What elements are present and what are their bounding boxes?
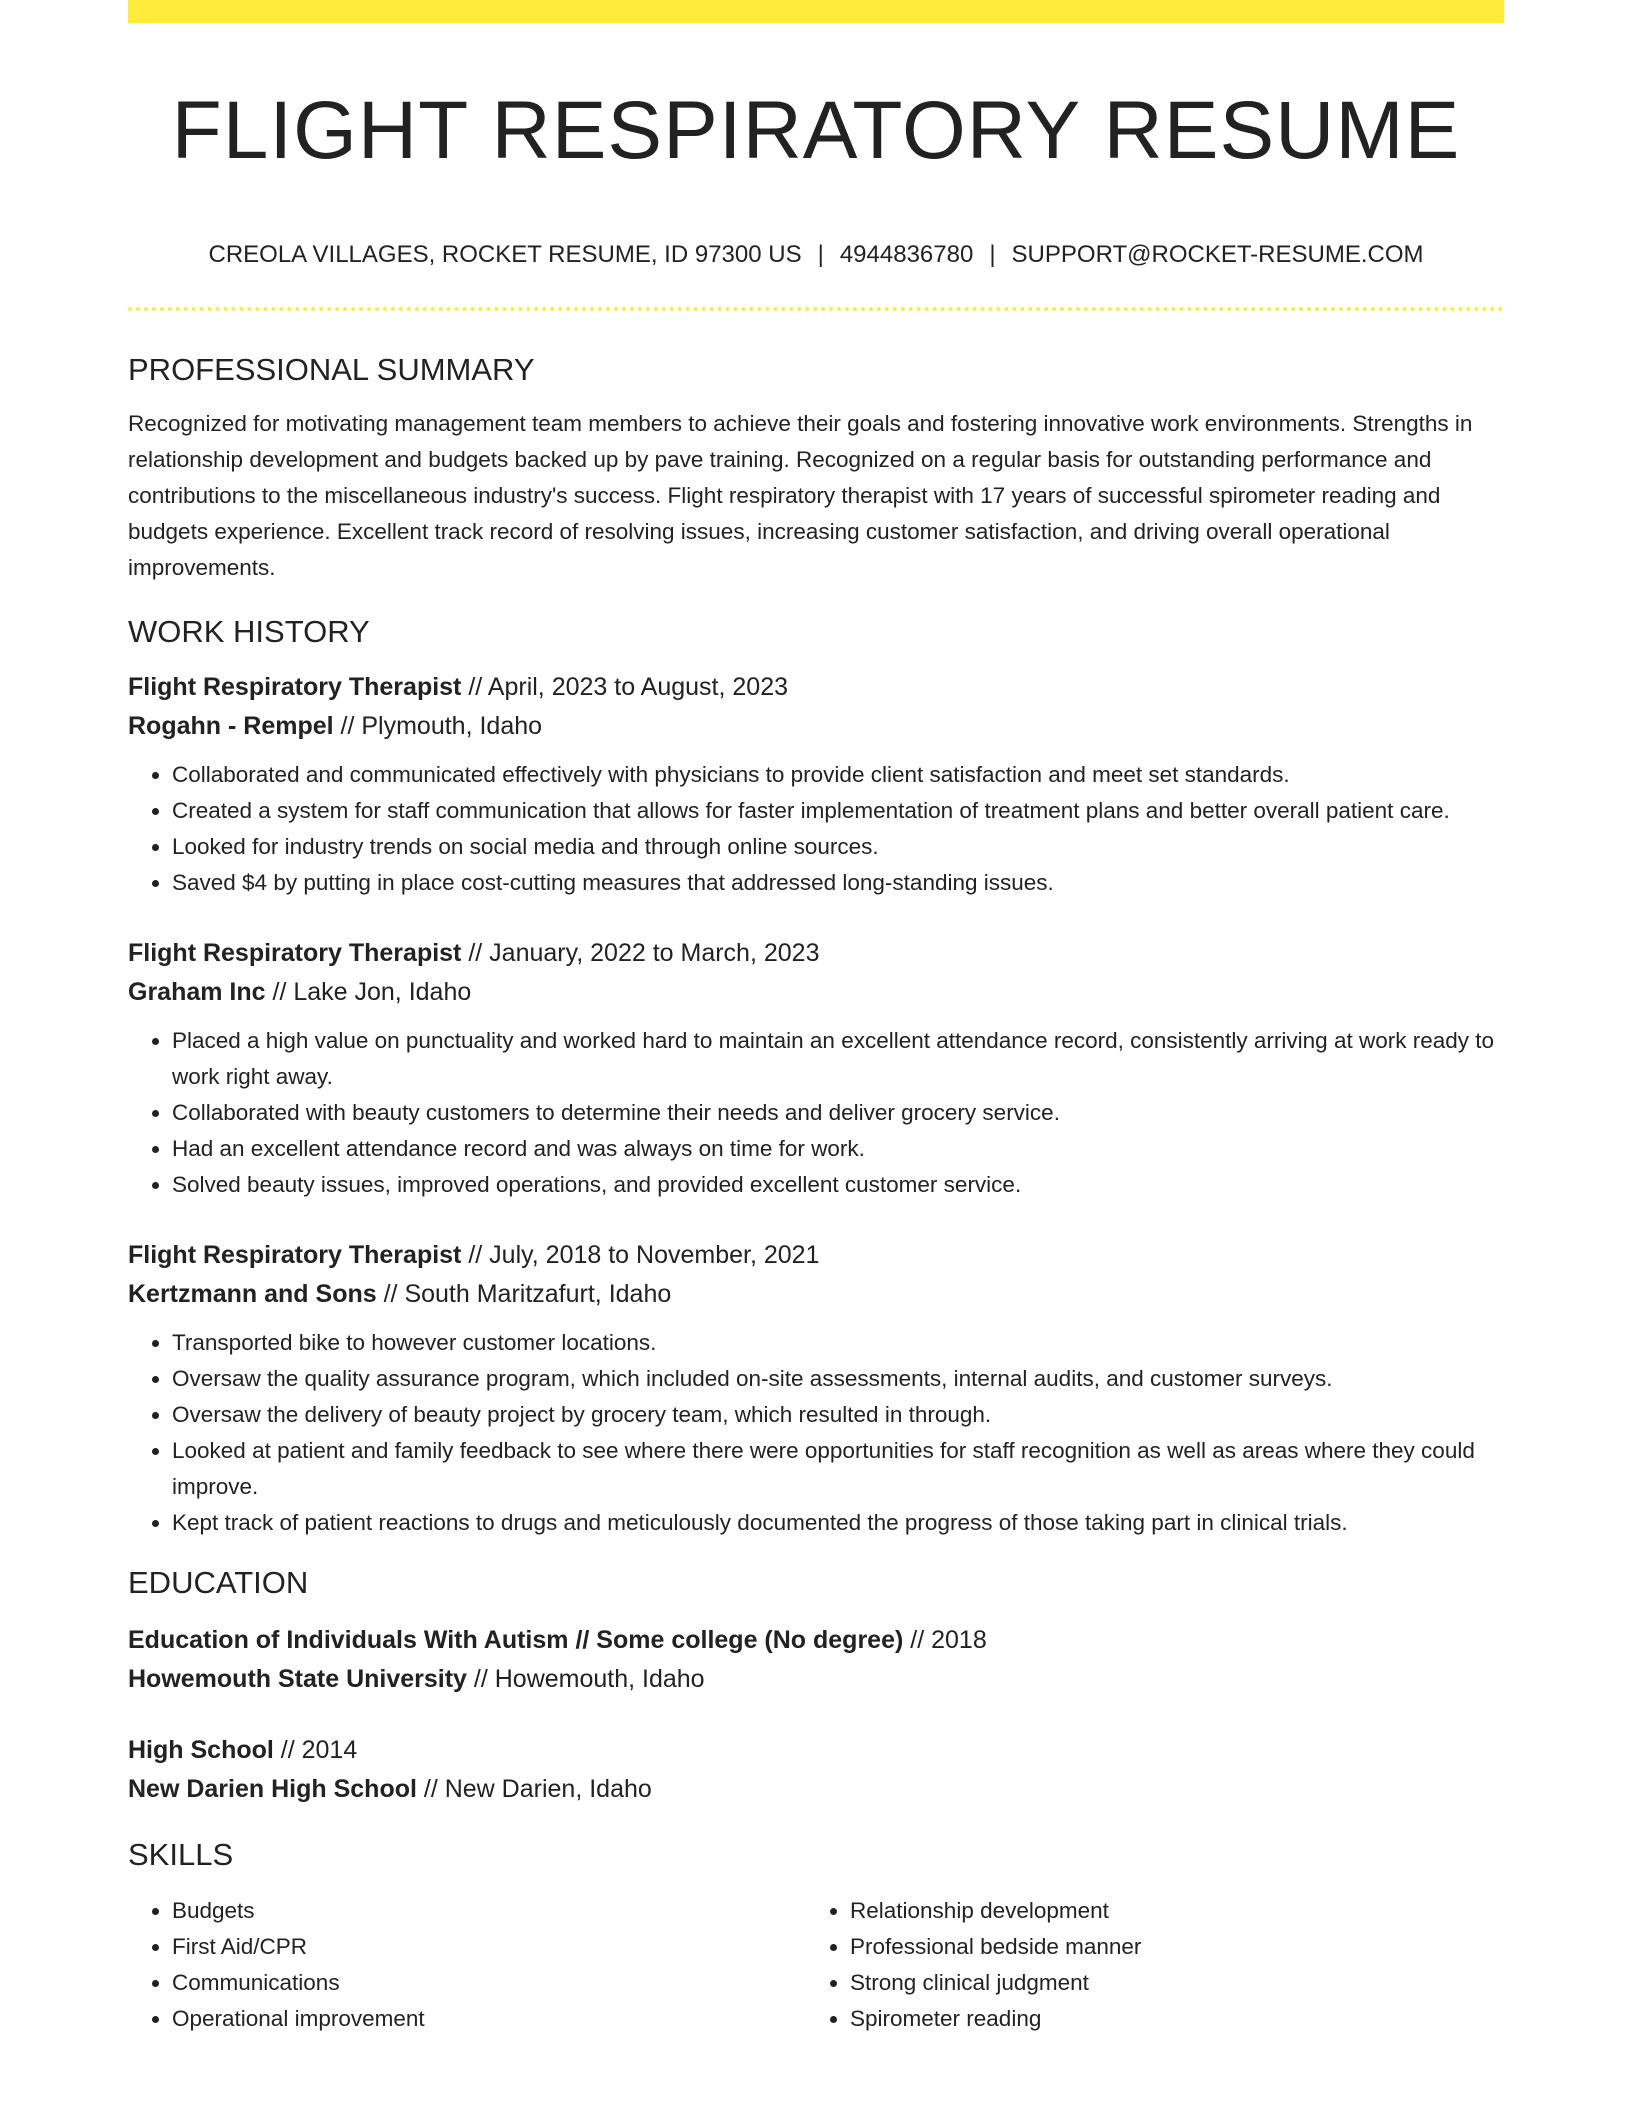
job-bullet: • Kept track of patient reactions to drugs and meticulously documented the progress of those taking part in clinical trials. bbox=[172, 1505, 1504, 1541]
contact-line bbox=[128, 237, 1504, 273]
contact-separator: | bbox=[817, 241, 824, 268]
job-company: Graham Inc bbox=[128, 978, 266, 1006]
job-bullets bbox=[128, 757, 1504, 901]
section-title-work: WORK HISTORY bbox=[128, 614, 370, 649]
contact-phone: 4944836780 bbox=[839, 241, 974, 268]
job-dates: // January, 2022 to March, 2023 bbox=[461, 939, 820, 967]
contact-email: SUPPORT@ROCKET-RESUME.COM bbox=[1011, 241, 1424, 268]
section-title-education: EDUCATION bbox=[128, 1565, 309, 1600]
skill-item: • First Aid/CPR bbox=[172, 1929, 806, 1965]
job-bullet: • Looked for industry trends on social media and through online sources. bbox=[172, 829, 1504, 865]
education-location: // New Darien, Idaho bbox=[416, 1775, 652, 1803]
job-dates: // April, 2023 to August, 2023 bbox=[461, 673, 789, 701]
job-location: // South Maritzafurt, Idaho bbox=[376, 1280, 672, 1308]
education-year: // 2014 bbox=[273, 1736, 358, 1764]
resume-content bbox=[128, 350, 1504, 2037]
job-entry bbox=[128, 934, 1504, 1203]
job-bullet: • Had an excellent attendance record and was always on time for work. bbox=[172, 1131, 1504, 1167]
skill-item: • Professional bedside manner bbox=[850, 1929, 1484, 1965]
education-degree: Education of Individuals With Autism // Some college (No degree) bbox=[128, 1626, 904, 1654]
skills-list-right bbox=[806, 1893, 1484, 2037]
job-bullet: • Created a system for staff communication that allows for faster implementation of treatment plans and better overall patient care. bbox=[172, 793, 1504, 829]
contact-address: CREOLA VILLAGES, ROCKET RESUME, ID 97300 US bbox=[208, 241, 802, 268]
education-school: New Darien High School bbox=[128, 1775, 417, 1803]
job-dates: // July, 2018 to November, 2021 bbox=[461, 1241, 820, 1269]
job-title: Flight Respiratory Therapist bbox=[128, 673, 462, 701]
skill-item: • Strong clinical judgment bbox=[850, 1965, 1484, 2001]
section-title-summary: PROFESSIONAL SUMMARY bbox=[128, 352, 535, 387]
education-degree: High School bbox=[128, 1736, 274, 1764]
summary-text: Recognized for motivating management team members to achieve their goals and fostering innovative work environments. Strengths in relationship development and budgets backed up by pave training. Recognized on a regular basis for outstanding performance and contributions to the miscellaneous industry's success. Flight respiratory therapist with 17 years of successful spirometer reading and budgets experience. Excellent track record of resolving issues, increasing customer satisfaction, and driving overall operational improvements. bbox=[128, 411, 1473, 580]
job-bullet: • Collaborated and communicated effectively with physicians to provide client satisfaction and meet set standards. bbox=[172, 757, 1504, 793]
skill-item: • Communications bbox=[172, 1965, 806, 2001]
job-bullet: • Collaborated with beauty customers to determine their needs and deliver grocery service. bbox=[172, 1095, 1504, 1131]
job-company: Rogahn - Rempel bbox=[128, 712, 334, 740]
job-title: Flight Respiratory Therapist bbox=[128, 939, 462, 967]
skill-item: • Spirometer reading bbox=[850, 2001, 1484, 2037]
education-entry bbox=[128, 1731, 1504, 1809]
education-entry bbox=[128, 1621, 1504, 1699]
education-school: Howemouth State University bbox=[128, 1665, 467, 1693]
job-bullet: • Placed a high value on punctuality and worked hard to maintain an excellent attendance record, consistently arriving at work ready to work right away. bbox=[172, 1023, 1504, 1095]
dotted-divider bbox=[128, 307, 1504, 311]
skills-section bbox=[128, 1835, 1504, 2037]
skill-item: • Budgets bbox=[172, 1893, 806, 1929]
work-history-section bbox=[128, 612, 1504, 1541]
summary-section bbox=[128, 350, 1504, 586]
job-company: Kertzmann and Sons bbox=[128, 1280, 377, 1308]
education-location: // Howemouth, Idaho bbox=[466, 1665, 705, 1693]
contact-separator: | bbox=[989, 241, 996, 268]
job-bullets bbox=[128, 1325, 1504, 1541]
job-bullet: • Saved $4 by putting in place cost-cutting measures that addressed long-standing issues. bbox=[172, 865, 1504, 901]
skills-list-left bbox=[128, 1893, 806, 2037]
skills-columns bbox=[128, 1893, 1504, 2037]
resume-title: FLIGHT RESPIRATORY RESUME bbox=[171, 85, 1461, 176]
job-entry bbox=[128, 1236, 1504, 1541]
education-section bbox=[128, 1563, 1504, 1809]
section-title-skills: SKILLS bbox=[128, 1837, 234, 1872]
job-bullet: • Looked at patient and family feedback to see where there were opportunities for staff recognition as well as areas where they could improve. bbox=[172, 1433, 1504, 1505]
education-year: // 2018 bbox=[903, 1626, 987, 1654]
job-location: // Plymouth, Idaho bbox=[333, 712, 543, 740]
skill-item: • Operational improvement bbox=[172, 2001, 806, 2037]
job-bullet: • Solved beauty issues, improved operations, and provided excellent customer service. bbox=[172, 1167, 1504, 1203]
job-entry bbox=[128, 668, 1504, 901]
job-bullet: • Oversaw the delivery of beauty project by grocery team, which resulted in through. bbox=[172, 1397, 1504, 1433]
skill-item: • Relationship development bbox=[850, 1893, 1484, 1929]
accent-bar bbox=[128, 0, 1504, 23]
job-title: Flight Respiratory Therapist bbox=[128, 1241, 462, 1269]
job-location: // Lake Jon, Idaho bbox=[265, 978, 472, 1006]
job-bullet: • Oversaw the quality assurance program, which included on-site assessments, internal audits, and customer surveys. bbox=[172, 1361, 1504, 1397]
job-bullets bbox=[128, 1023, 1504, 1203]
job-bullet: • Transported bike to however customer locations. bbox=[172, 1325, 1504, 1361]
